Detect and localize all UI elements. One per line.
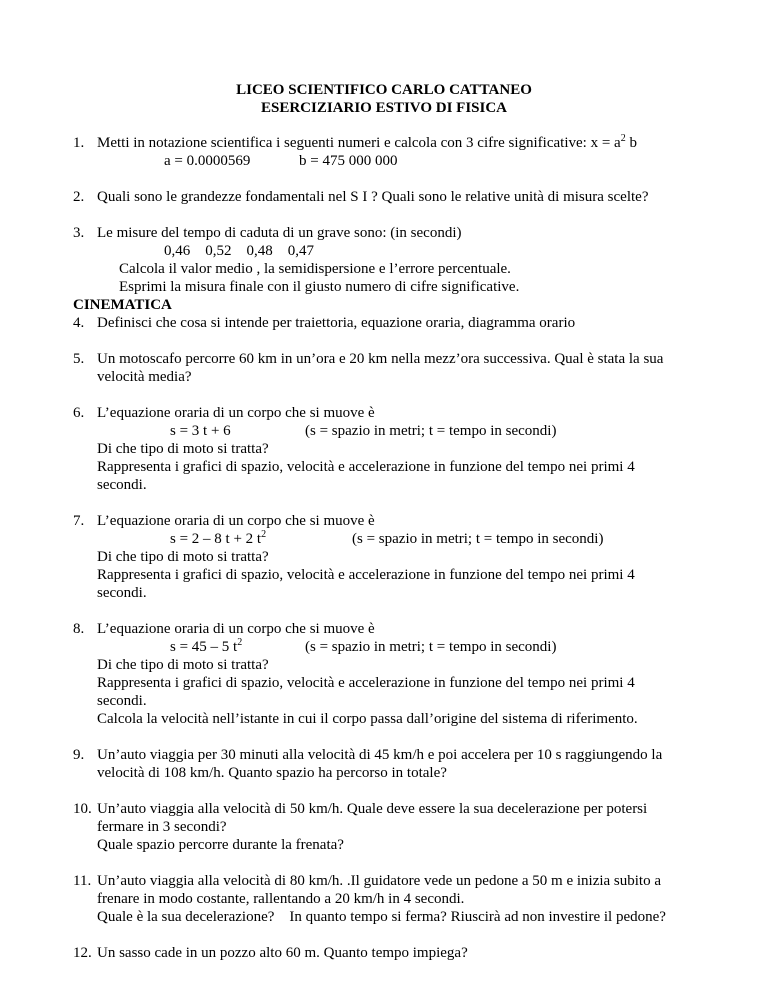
units-note: (s = spazio in metri; t = tempo in secondi)	[305, 423, 557, 439]
question-8-line-6: Calcola la velocità nell’istante in cui il corpo passa dall’origine del sistema di riferimento.	[97, 711, 638, 727]
question-6-line-5: secondi.	[97, 477, 147, 493]
question-8-line-3: Di che tipo di moto si tratta?	[97, 657, 269, 673]
value-b: b = 475 000 000	[299, 153, 398, 169]
question-number: 12.	[73, 945, 92, 961]
exponent: 2	[237, 637, 243, 648]
question-5-line-2: velocità media?	[97, 369, 192, 385]
question-7-line-4: Rappresenta i grafici di spazio, velocità e accelerazione in funzione del tempo nei primi 4	[97, 567, 635, 583]
question-number: 7.	[73, 513, 85, 529]
measurement-values: 0,46 0,52 0,48 0,47	[164, 243, 314, 259]
question-7-line-3: Di che tipo di moto si tratta?	[97, 549, 269, 565]
question-number: 9.	[73, 747, 85, 763]
question-text: Un’auto viaggia per 30 minuti alla velocità di 45 km/h e poi accelera per 10 s raggiungendo la	[97, 747, 663, 763]
question-11-line-2: frenare in modo costante, rallentando a 20 km/h in 4 secondi.	[97, 891, 465, 907]
value-a: a = 0.0000569	[164, 153, 251, 169]
question-text: Le misure del tempo di caduta di un grave sono: (in secondi)	[97, 225, 462, 241]
question-text: Un sasso cade in un pozzo alto 60 m. Quanto tempo impiega?	[97, 945, 468, 961]
question-9-line-2: velocità di 108 km/h. Quanto spazio ha percorso in totale?	[97, 765, 447, 781]
question-number: 5.	[73, 351, 85, 367]
question-10-line-3: Quale spazio percorre durante la frenata?	[97, 837, 344, 853]
question-text: Un motoscafo percorre 60 km in un’ora e 20 km nella mezz’ora successiva. Qual è stata la sua	[97, 351, 664, 367]
school-name: LICEO SCIENTIFICO CARLO CATTANEO	[236, 82, 532, 98]
equation: s = 3 t + 6	[170, 423, 231, 439]
question-6-line-4: Rappresenta i grafici di spazio, velocità e accelerazione in funzione del tempo nei primi 4	[97, 459, 635, 475]
exponent: 2	[261, 529, 267, 540]
units-note: (s = spazio in metri; t = tempo in secondi)	[352, 531, 604, 547]
question-number: 2.	[73, 189, 85, 205]
question-text: Un’auto viaggia alla velocità di 50 km/h. Quale deve essere la sua decelerazione per potersi	[97, 801, 648, 817]
question-8-line-4: Rappresenta i grafici di spazio, velocità e accelerazione in funzione del tempo nei primi 4	[97, 675, 635, 691]
question-3-line-2: Calcola il valor medio , la semidispersione e l’errore percentuale.	[119, 261, 511, 277]
question-text	[97, 134, 717, 152]
equation	[170, 530, 266, 548]
exponent: 2	[620, 133, 626, 144]
question-6-line-3: Di che tipo di moto si tratta?	[97, 441, 269, 457]
question-text: L’equazione oraria di un corpo che si muove è	[97, 513, 375, 529]
question-text: Un’auto viaggia alla velocità di 80 km/h. .Il guidatore vede un pedone a 50 m e inizia subito a	[97, 873, 662, 889]
equation	[170, 638, 242, 656]
question-number: 6.	[73, 405, 85, 421]
question-number: 4.	[73, 315, 85, 331]
question-text-end: b	[625, 135, 637, 151]
question-text: Quali sono le grandezze fondamentali nel S I ? Quali sono le relative unità di misura scelte?	[97, 189, 649, 205]
question-7-line-5: secondi.	[97, 585, 147, 601]
question-10-line-2: fermare in 3 secondi?	[97, 819, 227, 835]
equation-main: s = 2 – 8 t + 2 t	[170, 531, 262, 547]
question-8-line-5: secondi.	[97, 693, 147, 709]
question-number: 1.	[73, 135, 85, 151]
question-text: L’equazione oraria di un corpo che si muove è	[97, 621, 375, 637]
equation-main: s = 45 – 5 t	[170, 639, 238, 655]
question-number: 10.	[73, 801, 92, 817]
units-note: (s = spazio in metri; t = tempo in secondi)	[305, 639, 557, 655]
document-title: ESERCIZIARIO ESTIVO DI FISICA	[260, 100, 508, 116]
question-number: 8.	[73, 621, 85, 637]
section-heading-cinematica: CINEMATICA	[73, 297, 172, 313]
question-text-main: Metti in notazione scientifica i seguenti numeri e calcola con 3 cifre significative: x = a	[97, 135, 621, 151]
question-11-line-3: Quale è la sua decelerazione? In quanto tempo si ferma? Riuscirà ad non investire il pedone?	[97, 909, 666, 925]
question-3-line-3: Esprimi la misura finale con il giusto numero di cifre significative.	[119, 279, 520, 295]
question-number: 11.	[73, 873, 92, 889]
question-text: L’equazione oraria di un corpo che si muove è	[97, 405, 375, 421]
question-text: Definisci che cosa si intende per traiettoria, equazione oraria, diagramma orario	[97, 315, 576, 331]
question-number: 3.	[73, 225, 85, 241]
